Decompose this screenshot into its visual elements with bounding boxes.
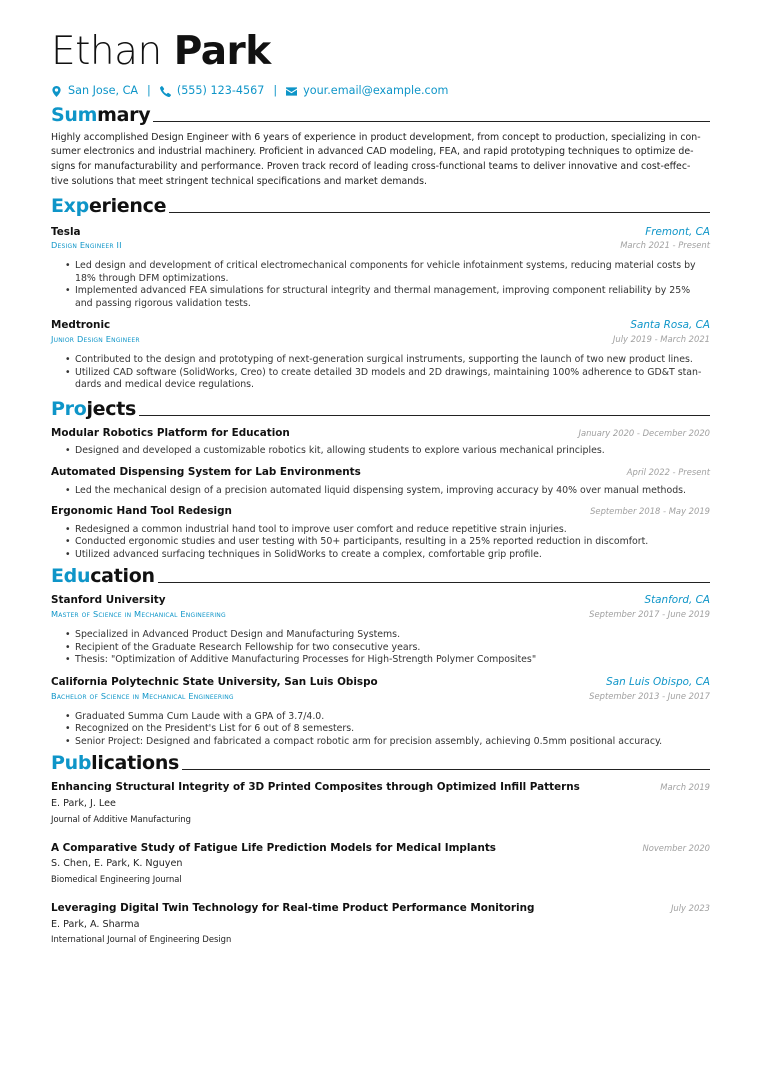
- section-title-accent: Edu: [51, 565, 91, 588]
- company-name: Medtronic: [51, 319, 111, 332]
- experience-entry: [51, 226, 710, 311]
- bullet-list: [65, 445, 710, 458]
- summary-line: signs for manufacturability and performance. Proven track record of leading cross-functional teams to deliver innovative and cost-effec-: [51, 161, 691, 173]
- list-item: • Recipient of the Graduate Research Fellowship for two consecutive years.: [65, 642, 710, 655]
- job-dates: March 2021 - Present: [620, 240, 710, 251]
- section-title-rest: lications: [91, 752, 180, 775]
- project-title: Ergonomic Hand Tool Redesign: [51, 505, 232, 518]
- education-entry: [51, 594, 710, 666]
- list-item: [65, 354, 710, 367]
- bullet-list: [65, 485, 710, 498]
- first-name: Ethan: [51, 29, 162, 74]
- section-title-accent: Sum: [51, 103, 98, 126]
- job-role: Junior Design Engineer: [51, 334, 140, 345]
- bullet-line: • Contributed to the design and prototyping of next-generation surgical instruments, supporting the launch of two new product lines.: [75, 354, 693, 366]
- list-item: • Senior Project: Designed and fabricated a compact robotic arm for precision assembly, achieving 0.5mm positional accuracy.: [65, 736, 710, 749]
- publication-title: Leveraging Digital Twin Technology for Real-time Product Performance Monitoring: [51, 902, 535, 915]
- phone-link[interactable]: (555) 123-4567: [176, 84, 265, 97]
- publication-authors: S. Chen, E. Park, K. Nguyen: [51, 858, 183, 870]
- list-item: • Utilized advanced surfacing techniques in SolidWorks to create a complex, comfortable grip profile.: [65, 549, 710, 562]
- section-heading-summary: [51, 104, 710, 126]
- last-name: Park: [173, 29, 271, 74]
- bullet-line: 18% through DFM optimizations.: [75, 272, 229, 284]
- school-location: San Luis Obispo, CA: [606, 675, 710, 688]
- experience-entry: [51, 319, 710, 391]
- section-rule: [182, 769, 710, 770]
- project-entry: [51, 466, 710, 497]
- publication-journal: International Journal of Engineering Design: [51, 934, 232, 945]
- phone-icon: [160, 86, 171, 97]
- section-rule: [139, 415, 710, 416]
- bullet-line: • Led design and development of critical electromechanical components for vehicle infotainment systems, reducing material costs by: [75, 260, 696, 272]
- summary-text: [51, 131, 710, 190]
- publication-date: July 2023: [670, 903, 710, 914]
- bullet-line: dards and medical device regulations.: [75, 379, 255, 391]
- list-item: • Led the mechanical design of a precision automated liquid dispensing system, improving accuracy by 40% over manual methods.: [65, 485, 710, 498]
- school-location: Stanford, CA: [644, 594, 710, 607]
- publication-title: Enhancing Structural Integrity of 3D Printed Composites through Optimized Infill Patterns: [51, 781, 580, 794]
- education-entry: [51, 676, 710, 748]
- education-dates: September 2013 - June 2017: [589, 690, 710, 701]
- section-title-rest: jects: [86, 397, 137, 420]
- list-item: • Thesis: "Optimization of Additive Manufacturing Processes for High-Strength Polymer Composites": [65, 654, 710, 667]
- location-text: San Jose, CA: [68, 84, 139, 97]
- bullet-list: [65, 629, 710, 667]
- company-name: Tesla: [51, 225, 81, 238]
- list-item: [65, 367, 710, 392]
- project-title: Modular Robotics Platform for Education: [51, 426, 290, 439]
- contact-separator: |: [273, 84, 278, 97]
- section-heading-experience: [51, 195, 710, 217]
- bullet-line: • Implemented advanced FEA simulations for structural integrity and thermal management, improving component reliability by 25%: [75, 285, 691, 297]
- section-heading-publications: [51, 752, 710, 774]
- bullet-line: and passing rigorous validation tests.: [75, 297, 251, 309]
- email-link[interactable]: your.email@example.com: [303, 84, 449, 97]
- list-item: • Redesigned a common industrial hand tool to improve user comfort and reduce repetitive strain injuries.: [65, 524, 710, 537]
- project-dates: April 2022 - Present: [626, 466, 710, 477]
- bullet-line: • Utilized CAD software (SolidWorks, Creo) to create detailed 3D models and 2D drawings, maintaining 100% adherence to GD&T stan-: [75, 366, 702, 378]
- list-item: [65, 260, 710, 285]
- project-entry: [51, 427, 710, 458]
- publication-date: November 2020: [642, 842, 710, 853]
- map-pin-icon: [51, 86, 62, 97]
- publication-date: March 2019: [660, 782, 710, 793]
- job-role: Design Engineer II: [51, 240, 122, 251]
- section-title: [51, 104, 150, 126]
- education-dates: September 2017 - June 2019: [589, 609, 710, 620]
- school-name: Stanford University: [51, 594, 166, 607]
- summary-line: Highly accomplished Design Engineer with 6 years of experience in product development, from concept to production, specializing in con-: [51, 131, 701, 143]
- section-title: [51, 195, 166, 217]
- school-name: California Polytechnic State University, San Luis Obispo: [51, 675, 378, 688]
- job-location: Santa Rosa, CA: [630, 319, 710, 332]
- section-rule: [169, 212, 710, 213]
- section-title-rest: mary: [97, 103, 151, 126]
- section-title-rest: erience: [88, 194, 167, 217]
- bullet-list: [65, 524, 710, 562]
- publication-authors: E. Park, A. Sharma: [51, 918, 140, 930]
- degree-title: Bachelor of Science in Mechanical Engineering: [51, 690, 234, 701]
- section-title-accent: Exp: [51, 194, 89, 217]
- section-title: [51, 752, 179, 774]
- bullet-list: [65, 354, 710, 392]
- publication-entry: [51, 902, 710, 945]
- degree-title: Master of Science in Mechanical Engineering: [51, 609, 226, 620]
- job-location: Fremont, CA: [645, 225, 710, 238]
- publication-authors: E. Park, J. Lee: [51, 797, 116, 809]
- publication-journal: Biomedical Engineering Journal: [51, 873, 182, 884]
- list-item: • Recognized on the President's List for 6 out of 8 semesters.: [65, 723, 710, 736]
- section-heading-education: [51, 565, 710, 587]
- candidate-name: [51, 30, 710, 74]
- bullet-list: [65, 260, 710, 310]
- project-title: Automated Dispensing System for Lab Environments: [51, 465, 361, 478]
- job-dates: July 2019 - March 2021: [612, 334, 710, 345]
- summary-line: sumer electronics and industrial machinery. Proficient in advanced CAD modeling, FEA, and rapid prototyping techniques to optimize de-: [51, 146, 694, 158]
- list-item: • Designed and developed a customizable robotics kit, allowing students to explore various mechanical principles.: [65, 445, 710, 458]
- publication-title: A Comparative Study of Fatigue Life Prediction Models for Medical Implants: [51, 841, 496, 854]
- list-item: • Specialized in Advanced Product Design and Manufacturing Systems.: [65, 629, 710, 642]
- envelope-icon: [286, 86, 297, 97]
- bullet-list: [65, 711, 710, 749]
- list-item: • Conducted ergonomic studies and user testing with 50+ participants, resulting in a 25% reported reduction in discomfort.: [65, 536, 710, 549]
- summary-line: tive solutions that meet stringent technical specifications and market demands.: [51, 175, 427, 187]
- project-dates: September 2018 - May 2019: [590, 506, 710, 517]
- contact-line: [51, 84, 710, 99]
- publication-entry: [51, 842, 710, 885]
- section-rule: [153, 121, 710, 122]
- publication-journal: Journal of Additive Manufacturing: [51, 813, 191, 824]
- project-dates: January 2020 - December 2020: [578, 427, 710, 438]
- contact-separator: |: [147, 84, 151, 97]
- list-item: • Graduated Summa Cum Laude with a GPA of 3.7/4.0.: [65, 711, 710, 724]
- section-heading-projects: [51, 398, 710, 420]
- section-title-accent: Pub: [51, 752, 92, 775]
- section-title: [51, 565, 155, 587]
- project-entry: [51, 505, 710, 561]
- section-title: [51, 398, 136, 420]
- section-title-accent: Pro: [51, 397, 87, 420]
- section-title-rest: cation: [90, 565, 155, 588]
- section-rule: [158, 582, 710, 583]
- publication-entry: [51, 781, 710, 824]
- list-item: [65, 285, 710, 310]
